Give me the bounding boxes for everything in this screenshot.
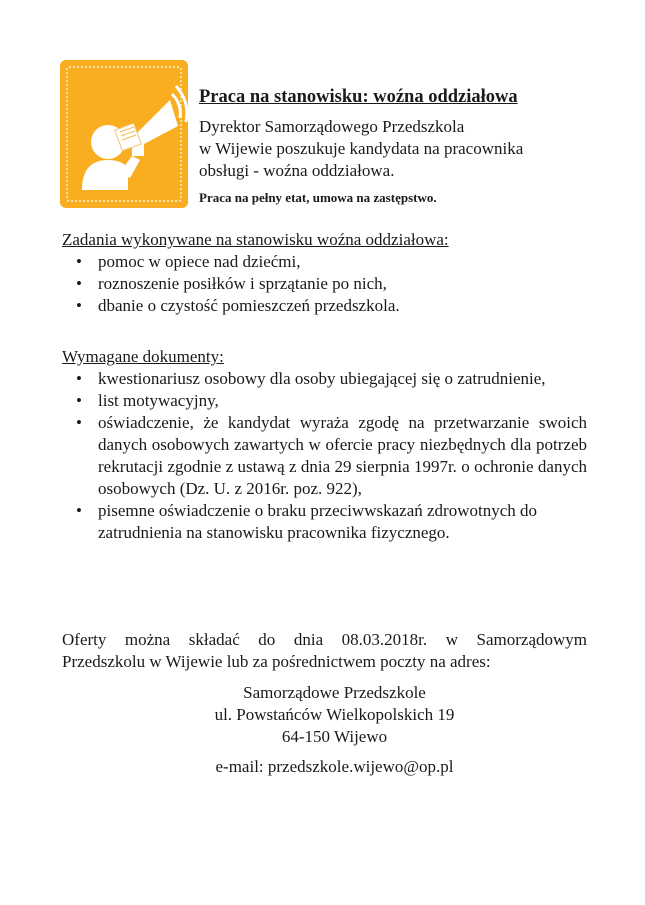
documents-list (62, 368, 587, 544)
list-item: • dbanie o czystość pomieszczeń przedszkola. (62, 295, 587, 317)
megaphone-person-graphic (60, 60, 188, 208)
intro-line: w Wijewie poszukuje kandydata na pracownika (199, 139, 524, 158)
list-item: • pisemne oświadczenie o braku przeciwwskazań zdrowotnych do zatrudnienia na stanowisku pracownika fizycznego. (62, 500, 587, 544)
documents-section (62, 346, 587, 544)
address-street: ul. Powstańców Wielkopolskich 19 (214, 705, 455, 724)
intro-line: obsługi - woźna oddziałowa. (199, 161, 395, 180)
list-item: • pomoc w opiece nad dziećmi, (62, 251, 587, 273)
offer-text (62, 629, 587, 673)
tasks-section (62, 229, 587, 317)
intro-line: Dyrektor Samorządowego Przedszkola (199, 117, 465, 136)
page-title: Praca na stanowisku: woźna oddziałowa (199, 87, 518, 107)
megaphone-person-icon (60, 60, 188, 208)
intro-text (199, 116, 619, 182)
email-address: e-mail: przedszkole.wijewo@op.pl (215, 757, 454, 776)
address-name: Samorządowe Przedszkole (243, 683, 426, 702)
documents-heading: Wymagane dokumenty: (62, 347, 224, 366)
address-city: 64-150 Wijewo (281, 727, 388, 746)
list-item: • oświadczenie, że kandydat wyraża zgodę na przetwarzanie swoich danych osobowych zawartych w ofercie pracy niezbędnych dla potrzeb rekrutacji zgodnie z ustawą z dnia 29 sierpnia 1997r. o ochronie danych osobowych (Dz. U. z 2016r. poz. 922), (62, 412, 587, 500)
tasks-heading: Zadania wykonywane na stanowisku woźna oddziałowa: (62, 230, 449, 249)
tasks-list (62, 251, 587, 317)
employment-terms: Praca na pełny etat, umowa na zastępstwo. (199, 190, 437, 205)
header (199, 86, 619, 206)
offer-line: Przedszkolu w Wijewie lub za pośrednictwem poczty na adres: (62, 652, 491, 671)
address-block (62, 682, 607, 778)
list-item: • roznoszenie posiłków i sprzątanie po nich, (62, 273, 587, 295)
list-item: • kwestionariusz osobowy dla osoby ubiegającej się o zatrudnienie, (62, 368, 587, 390)
offer-line: Oferty można składać do dnia 08.03.2018r. w Samorządowym (62, 630, 587, 649)
list-item: • list motywacyjny, (62, 390, 587, 412)
